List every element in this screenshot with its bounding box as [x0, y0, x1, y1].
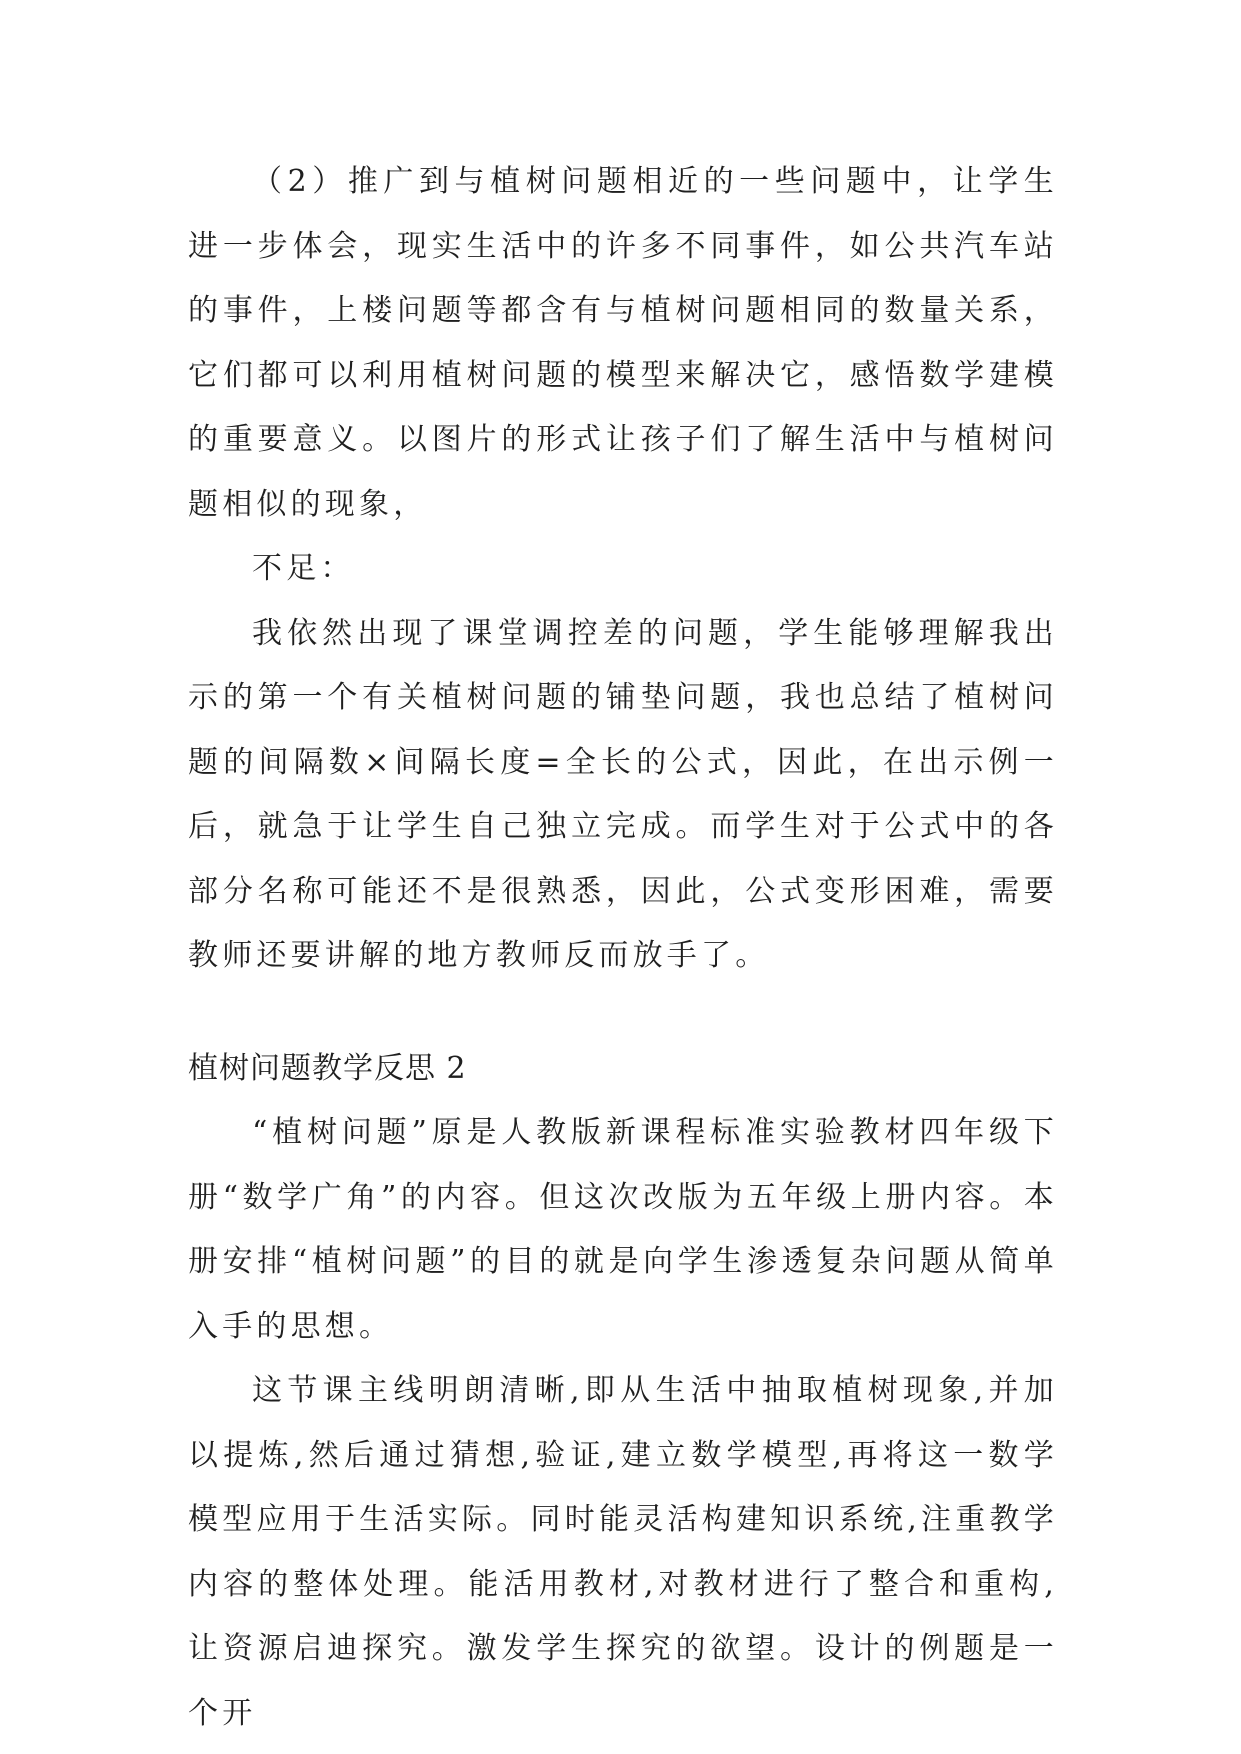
- paragraph-generalization: （2）推广到与植树问题相近的一些问题中，让学生进一步体会，现实生活中的许多不同事件，如公共汽车站的事件，上楼问题等都含有与植树问题相同的数量关系，它们都可以利用植树问题的模型来解决它，感悟数学建模的重要意义。以图片的形式让孩子们了解生活中与植树问题相似的现象，: [188, 164, 1058, 522]
- paragraph-shortcomings: 我依然出现了课堂调控差的问题，学生能够理解我出示的第一个有关植树问题的铺垫问题，我也总结了植树问题的间隔数×间隔长度=全长的公式，因此，在出示例一后，就急于让学生自己独立完成。而学生对于公式中的各部分名称可能还不是很熟悉，因此，公式变形困难，需要教师还要讲解的地方教师反而放手了。: [188, 615, 1058, 973]
- paragraph-lesson-summary: 这节课主线明朗清晰,即从生活中抽取植树现象,并加以提炼,然后通过猜想,验证,建立数学模型,再将这一数学模型应用于生活实际。同时能灵活构建知识系统,注重教学内容的整体处理。能活用教材,对教材进行了整合和重构,让资源启迪探究。激发学生探究的欲望。设计的例题是一个开: [188, 1373, 1058, 1731]
- section-title: 植树问题教学反思 2: [188, 1050, 467, 1086]
- paragraph-shortcomings-heading: 不足：: [252, 551, 355, 586]
- paragraph-intro: “植树问题”原是人教版新课程标准实验教材四年级下册“数学广角”的内容。但这次改版为五年级上册内容。本册安排“植树问题”的目的就是向学生渗透复杂问题从简单入手的思想。: [188, 1115, 1058, 1344]
- document-page: [188, 150, 1058, 1746]
